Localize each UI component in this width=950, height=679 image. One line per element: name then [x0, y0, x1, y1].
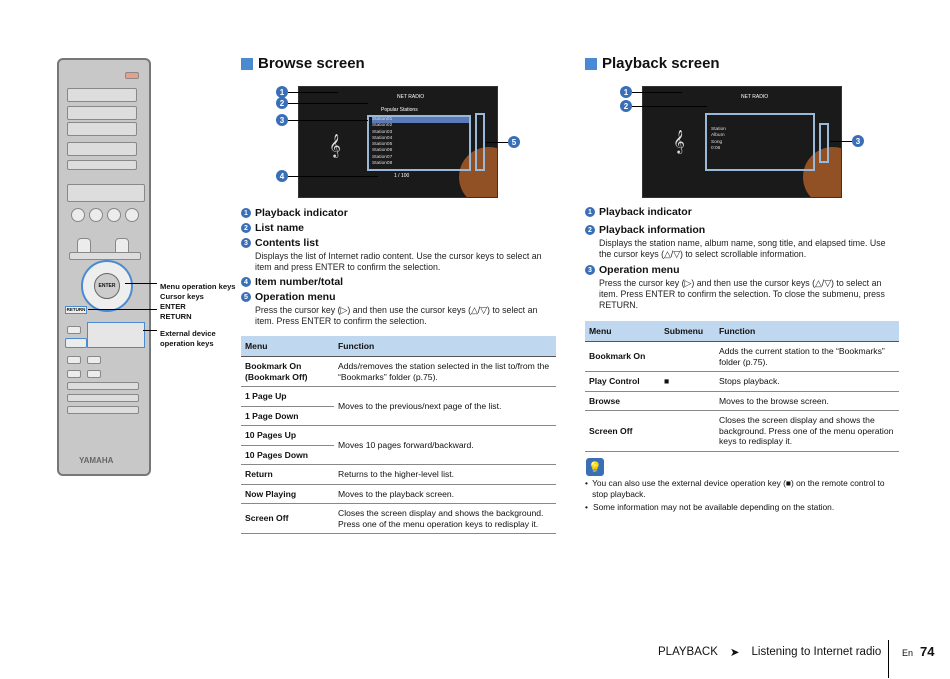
item-contents-list: Contents list: [255, 237, 319, 249]
playback-menu-table: Menu Submenu Function Bookmark On Adds the current station to the “Bookmarks” folder (p.75). Play Control ■ Stops playback. Browse Moves to the browse screen. Screen Off Closes the screen display and shows the background. Press one of the menu operation keys to redisplay it.: [585, 321, 899, 452]
playback-operation-menu: [819, 123, 829, 163]
table-row: 1 Page Down: [241, 406, 556, 426]
station-list-item: Station05: [372, 142, 393, 148]
footer-lang: En: [902, 648, 914, 658]
tip-icon: 💡: [586, 458, 604, 476]
station-list-item: Station02: [372, 123, 393, 129]
item-playback-indicator: Playback indicator: [599, 206, 692, 218]
playback-info-line: 0:06: [711, 145, 721, 151]
label-enter: ENTER: [160, 302, 186, 311]
enter-button: ENTER: [94, 273, 120, 299]
label-cursor-keys: Cursor keys: [160, 292, 204, 301]
browse-marker-5: 5: [508, 136, 520, 148]
browse-menu-table: Menu Function Bookmark On (Bookmark Off) Adds/removes the station selected in the list to/from the “Bookmarks” folder (p.75). 1 Page Up Moves to the previous/next page of the list. 1 Page Down 10 Pages Up Moves 10 pages forward/backward. 10 Pages Down Return Returns to the higher-level list. Now Playing Moves to the playback screen. Screen Off Closes the screen display and shows the background. Press one of the menu operation keys to redisplay it.: [241, 336, 556, 534]
chevron-right-icon: ➤: [729, 647, 740, 659]
playback-screen-image: NET RADIO 𝄞 Station Album Song 0:06: [642, 86, 842, 198]
label-menu-operation-keys: Menu operation keys: [160, 282, 236, 291]
table-row: Play Control ■ Stops playback.: [585, 372, 899, 392]
table-row: 10 Pages Up Moves 10 pages forward/backward.: [241, 426, 556, 446]
item-operation-menu: Operation menu: [599, 264, 680, 276]
station-list-item: Station04: [372, 135, 393, 141]
note-item: You can also use the external device operation key (■) on the remote control to stop playback.: [592, 478, 885, 499]
item-number-total: Item number/total: [255, 276, 344, 288]
notes: • You can also use the external device operation key (■) on the remote control to stop playback. • Some information may not be available depending on the station.: [585, 478, 900, 513]
page-number: 74: [920, 644, 935, 659]
footer-topic: Listening to Internet radio: [751, 646, 882, 658]
table-row: Bookmark On Adds the current station to the “Bookmarks” folder (p.75).: [585, 342, 899, 372]
browse-screen-heading: Browse screen: [241, 55, 365, 72]
station-list-item: Station06: [372, 148, 393, 154]
power-button: [125, 72, 139, 79]
menu-keys-labels: [160, 282, 236, 322]
item-operation-menu: Operation menu: [255, 291, 336, 303]
playback-items: 1 Playback indicator 2 Playback information Displays the station name, album name, song title, and elapsed time. Use the cursor keys (△/▽) to select scrollable information. 3 Operation menu Press the cursor key (▷) and then use the cursor keys (△/▽) to select an item. Press ENTER to confirm the selection. To close the submenu, press RETURN.: [585, 206, 900, 311]
contents-list: [367, 115, 471, 171]
table-row: Bookmark On (Bookmark Off) Adds/removes the station selected in the list to/from the “Bookmarks” folder (p.75).: [241, 357, 556, 387]
browse-operation-menu: [475, 113, 485, 171]
playback-marker-3: 3: [852, 135, 864, 147]
playback-info-line: Song: [711, 139, 723, 145]
playback-info-line: Album: [711, 133, 725, 139]
yamaha-logo: YAMAHA: [79, 456, 114, 465]
playback-information-box: [705, 113, 815, 171]
playback-info-line: Station: [711, 127, 726, 132]
station-list-item: Station03: [372, 129, 393, 135]
station-list-item: Station01: [372, 117, 469, 123]
table-row: Browse Moves to the browse screen.: [585, 391, 899, 411]
browse-marker-1: 1: [276, 86, 288, 98]
table-row: Return Returns to the higher-level list.: [241, 465, 556, 485]
browse-screen-image: NET RADIO Popular Stations 𝄞 Station01 Station02 Station03 Station04 Station05 Station06 Station07 Station08 1 / 100: [298, 86, 498, 198]
item-playback-information: Playback information: [599, 224, 706, 236]
playback-marker-1: 1: [620, 86, 632, 98]
footer-section: PLAYBACK: [658, 646, 718, 658]
table-row: Screen Off Closes the screen display and shows the background. Press one of the menu operation keys to redisplay it.: [241, 504, 556, 534]
item-playback-indicator: Playback indicator: [255, 207, 348, 219]
label-external-device-keys: External device operation keys: [160, 329, 216, 348]
playback-screen-heading: Playback screen: [585, 55, 720, 72]
table-row: 10 Pages Down: [241, 445, 556, 465]
browse-marker-4: 4: [276, 170, 288, 182]
playback-marker-2: 2: [620, 100, 632, 112]
station-list-item: Station08: [372, 161, 393, 167]
footer-breadcrumb: [658, 645, 881, 659]
remote-control-illustration: [57, 58, 151, 476]
browse-marker-3: 3: [276, 114, 288, 126]
note-item: Some information may not be available depending on the station.: [593, 502, 835, 512]
external-device-keys: [87, 322, 145, 348]
table-row: Now Playing Moves to the playback screen.: [241, 484, 556, 504]
return-button: RETURN: [66, 307, 86, 312]
browse-items: 1 Playback indicator 2 List name 3 Contents list Displays the list of Internet radio content. Use the cursor keys to select an item and press ENTER to confirm the selection. 4 Item number/total 5 Operation menu Press the cursor key (▷) and then use the cursor keys (△/▽) to select an item. Press ENTER to confirm the selection.: [241, 207, 556, 327]
item-list-name: List name: [255, 222, 305, 234]
label-return: RETURN: [160, 312, 192, 321]
table-row: Screen Off Closes the screen display and shows the background. Press one of the menu operation keys to redisplay it.: [585, 411, 899, 452]
station-list-item: Station07: [372, 154, 393, 160]
browse-marker-2: 2: [276, 97, 288, 109]
table-row: 1 Page Up Moves to the previous/next page of the list.: [241, 387, 556, 407]
